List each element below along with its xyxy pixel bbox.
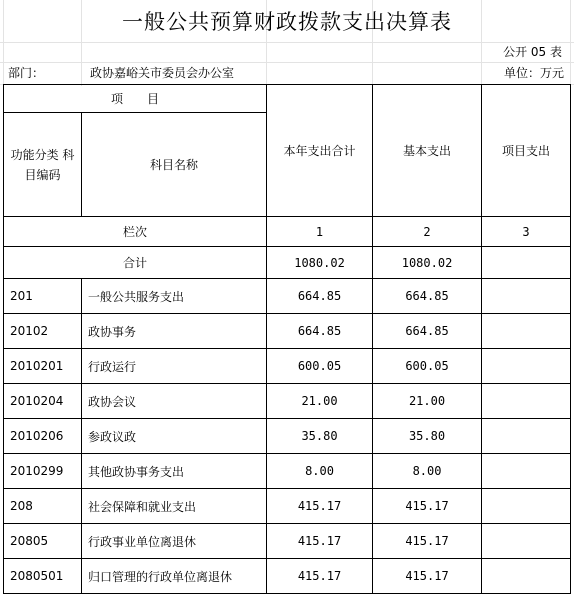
row-code: 20102	[4, 314, 82, 349]
header-total: 本年支出合计	[267, 85, 373, 217]
row-project-expense	[482, 314, 571, 349]
row-name: 政协事务	[82, 314, 267, 349]
row-total: 664.85	[267, 314, 373, 349]
row-code: 208	[4, 489, 82, 524]
table-row	[4, 349, 571, 384]
row-basic: 664.85	[373, 279, 482, 314]
row-total: 35.80	[267, 419, 373, 454]
row-code: 2010201	[4, 349, 82, 384]
total-row	[4, 247, 571, 279]
row-total: 8.00	[267, 454, 373, 489]
row-project-expense	[482, 349, 571, 384]
row-total: 664.85	[267, 279, 373, 314]
column-index-1: 1	[267, 217, 373, 247]
row-basic: 35.80	[373, 419, 482, 454]
row-name: 参政议政	[82, 419, 267, 454]
header-project: 项 目	[4, 85, 267, 113]
total-label: 合计	[4, 247, 267, 279]
row-name: 其他政协事务支出	[82, 454, 267, 489]
row-project-expense	[482, 489, 571, 524]
page-title: 一般公共预算财政拨款支出决算表	[122, 10, 452, 34]
row-basic: 415.17	[373, 559, 482, 594]
row-total: 415.17	[267, 559, 373, 594]
table-number: 公开 05 表	[503, 45, 562, 59]
row-basic: 415.17	[373, 489, 482, 524]
row-code: 201	[4, 279, 82, 314]
department-label: 部门：	[8, 66, 45, 80]
column-index-3: 3	[482, 217, 571, 247]
header-name: 科目名称	[82, 113, 267, 217]
column-index-label: 栏次	[4, 217, 267, 247]
total-amount: 1080.02	[267, 247, 373, 279]
row-total: 600.05	[267, 349, 373, 384]
row-basic: 664.85	[373, 314, 482, 349]
total-basic: 1080.02	[373, 247, 482, 279]
table-row	[4, 524, 571, 559]
table-row	[4, 454, 571, 489]
row-name: 政协会议	[82, 384, 267, 419]
row-name: 行政事业单位离退休	[82, 524, 267, 559]
row-basic: 600.05	[373, 349, 482, 384]
row-code: 2080501	[4, 559, 82, 594]
table-row	[4, 279, 571, 314]
row-code: 2010206	[4, 419, 82, 454]
table-row	[4, 489, 571, 524]
row-name: 社会保障和就业支出	[82, 489, 267, 524]
table-row	[4, 559, 571, 594]
row-project-expense	[482, 419, 571, 454]
row-total: 21.00	[267, 384, 373, 419]
row-name: 行政运行	[82, 349, 267, 384]
department-name: 政协嘉峪关市委员会办公室	[90, 66, 235, 80]
row-project-expense	[482, 384, 571, 419]
row-name: 一般公共服务支出	[82, 279, 267, 314]
table-row	[4, 384, 571, 419]
row-code: 20805	[4, 524, 82, 559]
row-total: 415.17	[267, 489, 373, 524]
total-project-expense	[482, 247, 571, 279]
row-basic: 415.17	[373, 524, 482, 559]
header-project-expense: 项目支出	[482, 85, 571, 217]
row-basic: 21.00	[373, 384, 482, 419]
row-project-expense	[482, 454, 571, 489]
table-row	[4, 314, 571, 349]
column-index-row	[4, 217, 571, 247]
row-project-expense	[482, 559, 571, 594]
header-code: 功能分类 科目编码	[4, 113, 82, 217]
row-project-expense	[482, 524, 571, 559]
table-row	[4, 419, 571, 454]
column-index-2: 2	[373, 217, 482, 247]
row-basic: 8.00	[373, 454, 482, 489]
row-project-expense	[482, 279, 571, 314]
header-basic: 基本支出	[373, 85, 482, 217]
expenditure-table	[3, 84, 571, 594]
unit-label: 单位：万元	[503, 66, 564, 80]
row-total: 415.17	[267, 524, 373, 559]
row-code: 2010204	[4, 384, 82, 419]
row-name: 归口管理的行政单位离退休	[82, 559, 267, 594]
row-code: 2010299	[4, 454, 82, 489]
